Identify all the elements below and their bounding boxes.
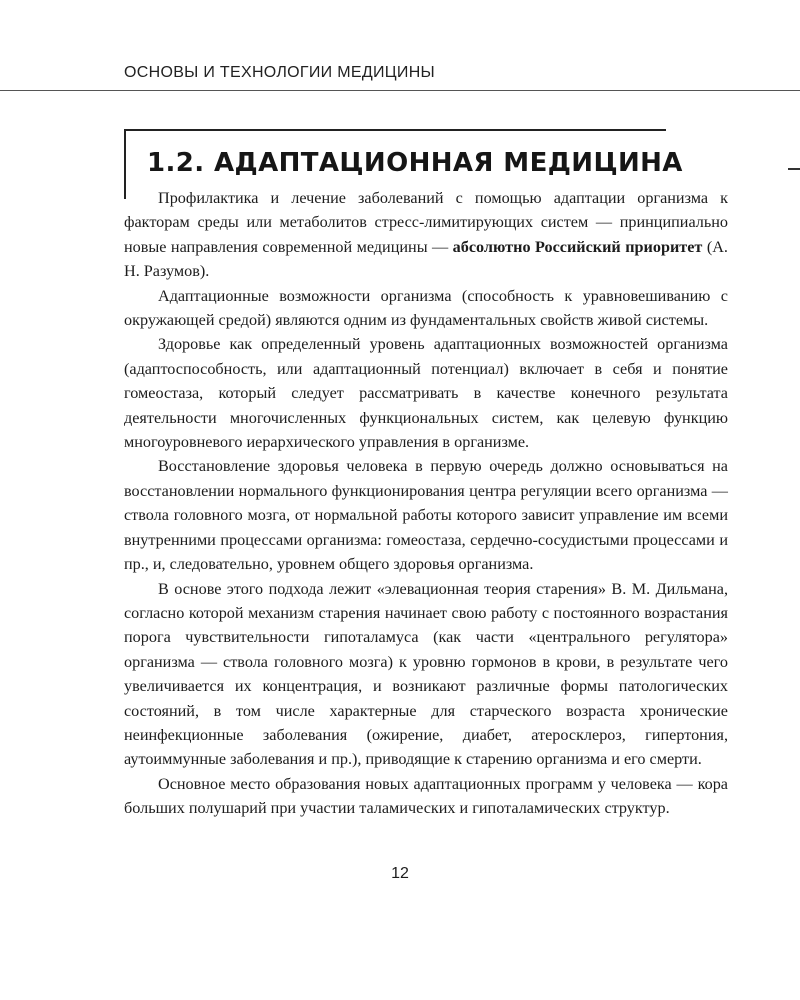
chapter-title: 1.2. АДАПТАЦИОННАЯ МЕДИЦИНА — [147, 148, 683, 178]
page-number: 12 — [391, 865, 409, 882]
paragraph-2: Адаптационные возможности организма (способность к уравновешиванию с окружающей средой) являются одним из фундаментальных свойств живой системы. — [124, 286, 728, 330]
paragraph-5: В основе этого подхода лежит «элевационная теория старения» В. М. Дильмана, согласно которой механизм старения начинает свою работу с постоянного возрастания порога чувствительности гипоталамуса (как части «центрального регулятора» организма — ствола головного мозга) к уровню гормонов в крови, в результате чего увеличивается их концентрация, и возникают различные формы патологических состояний, в том числе характерные для старческого возраста хронические неинфекционные заболевания (ожирение, диабет, атеросклероз, гипертония, аутоиммунные заболевания и пр.), приводящие к старению организма и его смерти. — [124, 579, 728, 769]
paragraph-1-text: Профилактика и лечение заболеваний с помощью адаптации организма к факторам среды или метаболитов стресс-лимитирующих систем — принципиально новые направления современной медицины — — [124, 189, 728, 256]
body-text — [124, 186, 728, 821]
header-rule — [0, 90, 800, 91]
paragraph-6: Основное место образования новых адаптационных программ у человека — кора больших полушарий при участии таламических и гипоталамических структур. — [124, 774, 728, 818]
paragraph-1 — [124, 186, 728, 284]
paragraph-1-bold: абсолютно Российский приоритет — [452, 237, 703, 256]
paragraph-4: Восстановление здоровья человека в первую очередь должно основываться на восстановлении нормального функционирования центра регуляции всего организма — ствола головного мозга, от нормальной работы которого зависит управление им всеми внутренними процессами организма: гомеостаза, сердечно-сосудистыми процессами и пр., и, следовательно, уровнем общего здоровья организма. — [124, 457, 728, 574]
margin-mark — [788, 168, 800, 170]
paragraph-3: Здоровье как определенный уровень адаптационных возможностей организма (адаптоспособность, или адаптационный потенциал) включает в себя и понятие гомеостаза, который следует рассматривать в качестве конечного результата деятельности многочисленных функциональных систем, как целевую функцию многоуровневого иерархического управления в организме. — [124, 335, 728, 452]
running-header: ОСНОВЫ И ТЕХНОЛОГИИ МЕДИЦИНЫ — [124, 64, 436, 81]
paragraph-1-attribution: (А. Н. Разумов). — [124, 237, 728, 281]
